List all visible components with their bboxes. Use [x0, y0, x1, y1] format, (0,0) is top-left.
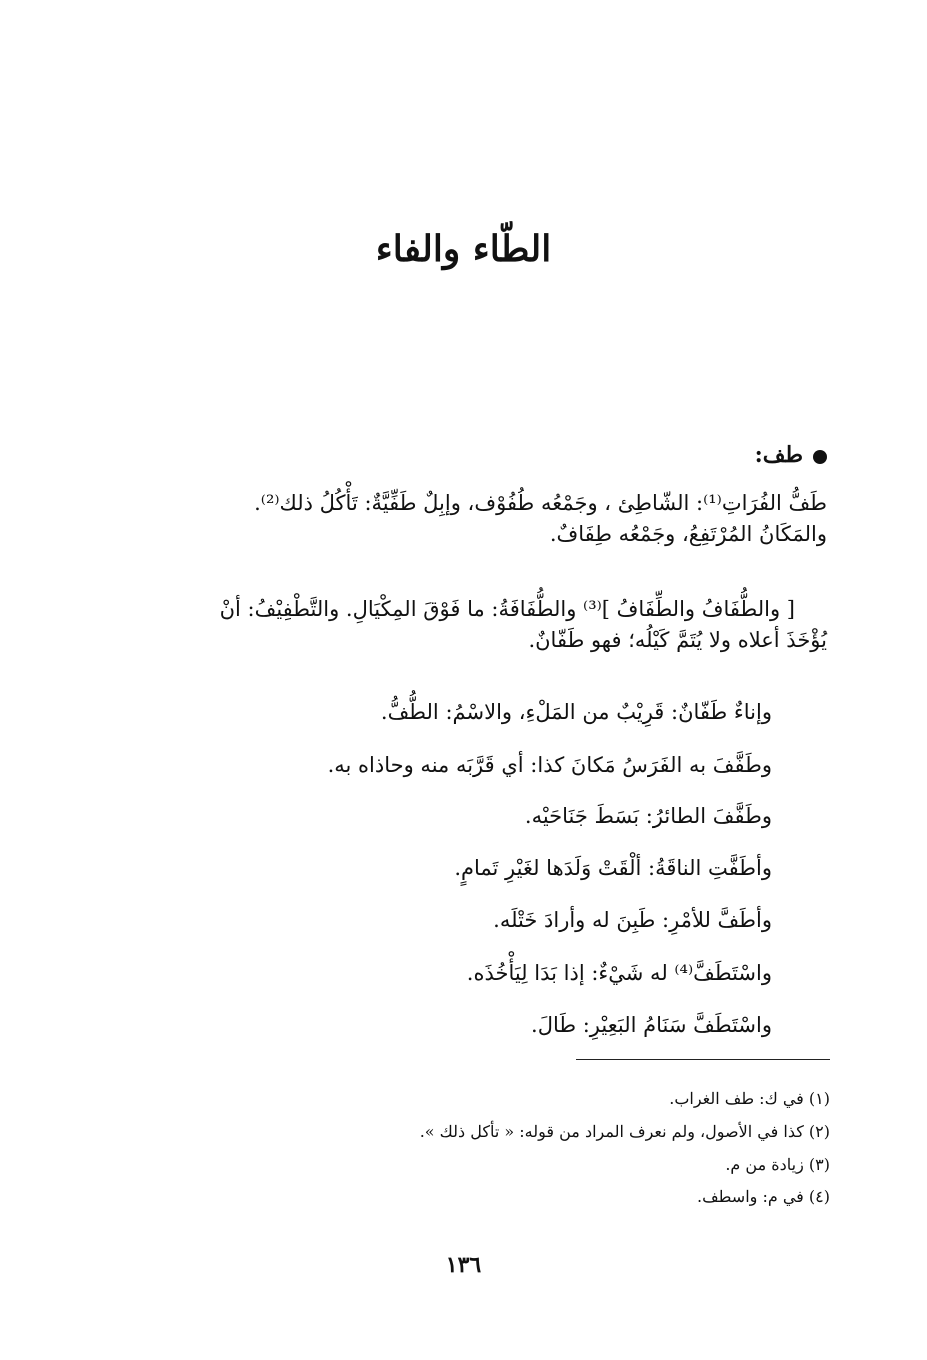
paragraph-2	[100, 594, 827, 656]
footnote: (٤) في م: واسطف.	[697, 1187, 830, 1206]
definition-line: وأطَفَّ للأمْرِ: طَبِنَ له وأرادَ خَتْلَه.	[493, 908, 772, 932]
entry-heading-row	[100, 440, 827, 471]
definition-line: وطَفَّفَ به الفَرَسُ مَكانَ كذا: أي قَرَّبَه منه وحاذاه به.	[327, 753, 772, 777]
chapter-title: الطّاء والفاء	[375, 228, 552, 270]
bullet-icon	[813, 450, 827, 464]
paragraph-line: والمَكَانُ المُرْتَفِعُ، وجَمْعُه طِفَافٌ.	[549, 522, 827, 546]
entry-heading: طف:	[754, 442, 803, 468]
footnote: (١) في ك: طف الغراب.	[669, 1089, 830, 1108]
definition-line: وإناءٌ طَفّانٌ: قَرِيْبٌ من المَلْءِ، والاسْمُ: الطُّفُّ.	[380, 700, 772, 724]
footnote-divider	[576, 1059, 830, 1060]
paragraph-line: [ والطُّفَافُ والطِّفَافُ ]⁽³⁾ والطُّفَافَةُ: ما فَوْقَ المِكْيَالِ. والتَّطْفِيْفُ: أنْ	[219, 597, 795, 621]
paragraph-line: طَفُّ الفُرَاتِ⁽¹⁾: الشّاطِئ ، وجَمْعُه طُفُوْف، وإبِلٌ طَفِّيَّةٌ: تَأْكُلُ ذلك⁽²⁾.	[254, 491, 827, 515]
definition-line: وطَفَّفَ الطائرُ: بَسَطَ جَنَاحَيْه.	[524, 804, 772, 828]
paragraph-line: يُؤْخَذَ أعلاه ولا يُتَمَّ كَيْلُه؛ فهو طَفّانٌ.	[528, 628, 827, 652]
page-number: ١٣٦	[445, 1252, 482, 1278]
definition-line: وأطَفَّتِ الناقَةُ: ألْقَتْ وَلَدَها لغَيْرِ تَمامٍ.	[454, 856, 772, 880]
definition-line: واسْتَطَفَّ سَنَامُ البَعِيْرِ: طَالَ.	[531, 1013, 772, 1037]
paragraph-1	[100, 488, 827, 550]
footnote: (٣) زيادة من م.	[725, 1155, 830, 1174]
definition-line: واسْتَطَفَّ⁽⁴⁾ له شَيْءٌ: إذا بَدَا لِيَأْخُذَه.	[466, 961, 772, 985]
footnote: (٢) كذا في الأصول، ولم نعرف المراد من قوله: « تأكل ذلك ».	[419, 1122, 830, 1141]
